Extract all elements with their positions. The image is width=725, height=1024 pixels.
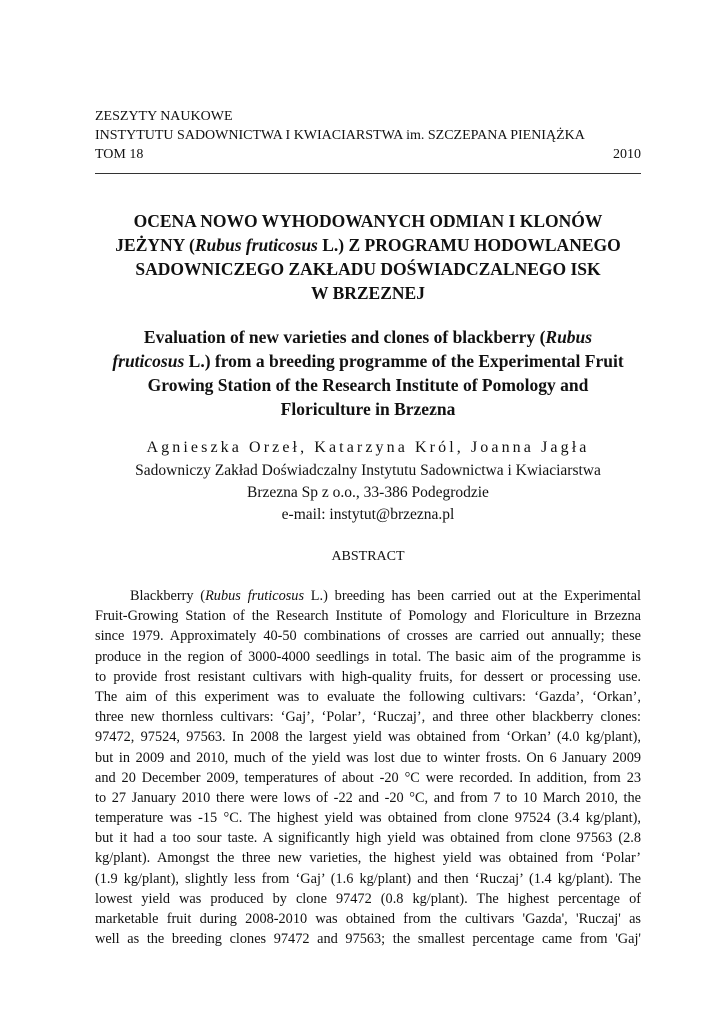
- title-polish: [95, 209, 641, 305]
- title-pl-line: OCENA NOWO WYHODOWANYCH ODMIAN I KLONÓW: [133, 211, 603, 231]
- volume-row: [95, 145, 641, 164]
- abstract-line: since 1979. Approximately 40-50 combinations of crosses are carried out annually; these: [95, 628, 641, 645]
- affiliation-address: Brzezna Sp z o.o., 33-386 Podegrodzie: [247, 484, 489, 501]
- abstract-line: to provide frost resistant cultivars with high-quality fruits, for dessert or processing use.: [95, 668, 641, 685]
- title-en-line: Evaluation of new varieties and clones of blackberry (Rubus: [143, 327, 593, 347]
- title-pl-line: JEŻYNY (Rubus fruticosus L.) Z PROGRAMU HODOWLANEGO: [115, 235, 621, 255]
- abstract-line: Blackberry (Rubus fruticosus L.) breeding has been carried out at the Experimental: [130, 588, 642, 604]
- header-divider: [95, 173, 641, 174]
- affiliation: [95, 460, 641, 526]
- title-en-line: Floriculture in Brzezna: [280, 399, 456, 419]
- affiliation-line: Sadowniczy Zakład Doświadczalny Instytutu Sadownictwa i Kwiaciarstwa: [135, 462, 601, 479]
- abstract-line: Fruit-Growing Station of the Research Institute of Pomology and Floriculture in Brzezna: [95, 608, 641, 625]
- affiliation-email: e-mail: instytut@brzezna.pl: [281, 506, 455, 523]
- abstract-line: kg/plant). Amongst the three new varieties, the highest yield was obtained from ‘Polar’: [95, 850, 641, 867]
- abstract-line: temperature was -15 °C. The highest yield was obtained from clone 97524 (3.4 kg/plant),: [95, 810, 641, 827]
- abstract-line: The aim of this experiment was to evaluate the following cultivars: ‘Gazda’, ‘Orkan’,: [95, 688, 641, 705]
- volume-label: TOM 18: [95, 147, 144, 162]
- title-en-line: Growing Station of the Research Institute of Pomology and: [147, 375, 589, 395]
- abstract-heading: ABSTRACT: [331, 549, 405, 564]
- title-en-line: fruticosus L.) from a breeding programme of the Experimental Fruit: [112, 351, 624, 371]
- abstract-line: but in 2009 and 2010, much of the yield was lost due to winter frosts. On 6 January 2009: [95, 749, 641, 766]
- abstract-line: produce in the region of 3000-4000 seedlings in total. The basic aim of the programme is: [95, 648, 641, 665]
- journal-header: [95, 107, 641, 164]
- abstract-line: lowest yield was produced by clone 97472 (0.8 kg/plant). The highest percentage of: [95, 890, 641, 907]
- title-english: [95, 325, 641, 421]
- abstract-line: but it had a too sour taste. A significantly high yield was obtained from clone 97563 (2.8: [95, 830, 641, 847]
- title-pl-line: W BRZEZNEJ: [311, 283, 425, 303]
- year-label: 2010: [613, 147, 641, 162]
- abstract-line: (1.9 kg/plant), slightly less from ‘Gaj’ (1.6 kg/plant) and then ‘Ruczaj’ (1.4 kg/plant). The: [95, 870, 641, 887]
- abstract-line: to 27 January 2010 there were lows of -22 and -20 °C, and from 7 to 10 March 2010, the: [95, 789, 641, 806]
- abstract-line: well as the breeding clones 97472 and 97563; the smallest percentage came from 'Gaj': [95, 931, 641, 948]
- abstract-line: three new thornless cultivars: ‘Gaj’, ‘Polar’, ‘Ruczaj’, and three other blackberry clones:: [95, 709, 641, 726]
- abstract-line: 97472, 97524, 97563. In 2008 the largest yield was obtained from ‘Orkan’ (4.0 kg/plant),: [95, 729, 641, 746]
- journal-name: ZESZYTY NAUKOWE: [95, 109, 233, 124]
- abstract-line: and 20 December 2009, temperatures of about -20 °C were recorded. In addition, from 23: [95, 769, 641, 786]
- authors: Agnieszka Orzeł, Katarzyna Król, Joanna Jagła: [146, 439, 590, 456]
- institute-name: INSTYTUTU SADOWNICTWA I KWIACIARSTWA im. SZCZEPANA PIENIĄŻKA: [95, 128, 585, 143]
- title-pl-line: SADOWNICZEGO ZAKŁADU DOŚWIADCZALNEGO ISK: [135, 259, 601, 279]
- abstract-line: marketable fruit during 2008-2010 was obtained from the cultivars 'Gazda', 'Ruczaj' as: [95, 911, 641, 927]
- abstract-body: [95, 586, 641, 949]
